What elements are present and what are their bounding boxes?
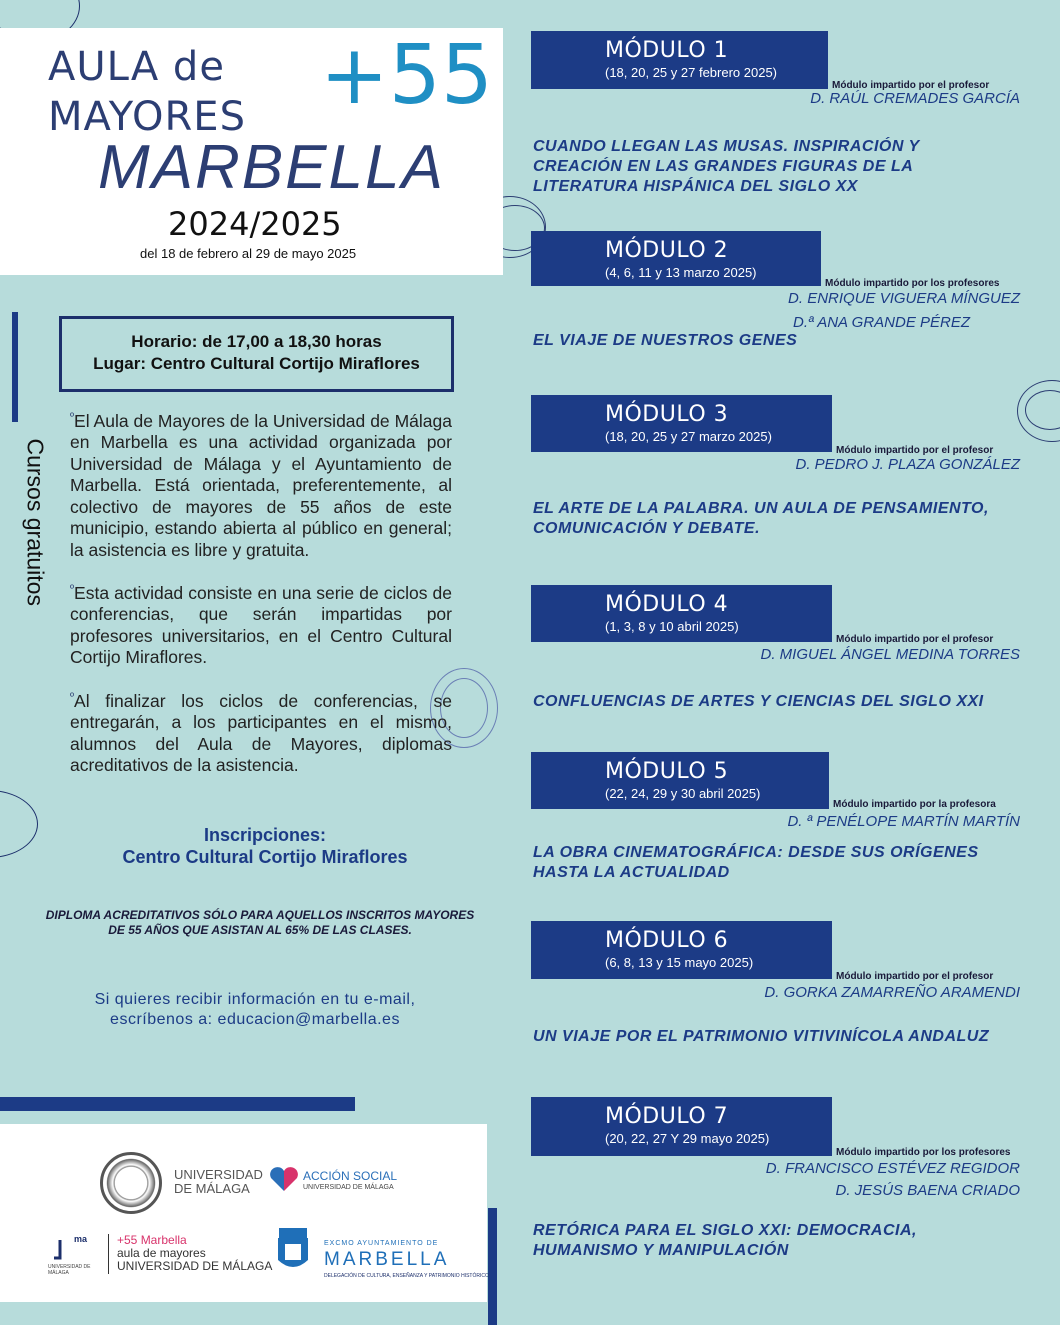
inscriptions-place: Centro Cultural Cortijo Miraflores bbox=[122, 847, 408, 867]
title-marbella: MARBELLA bbox=[98, 133, 445, 202]
module-topic: EL VIAJE DE NUESTROS GENES bbox=[533, 332, 798, 349]
module-title: MÓDULO 3 bbox=[605, 402, 729, 427]
schedule-place: Lugar: Centro Cultural Cortijo Miraflores bbox=[93, 354, 420, 373]
module-imparted-label: Módulo impartido por los profesores bbox=[825, 278, 1000, 289]
module-title: MÓDULO 7 bbox=[605, 1104, 729, 1129]
module-professor: D. ENRIQUE VIGUERA MÍNGUEZ bbox=[788, 290, 1020, 307]
bottom-accent-bar bbox=[0, 1097, 355, 1111]
module-header-1 bbox=[531, 31, 828, 89]
module-imparted-label: Módulo impartido por la profesora bbox=[833, 799, 996, 810]
module-imparted-label: Módulo impartido por el profesor bbox=[836, 971, 994, 982]
module-topic: EL ARTE DE LA PALABRA. UN AULA DE PENSAMIENTO, COMUNICACIÓN Y DEBATE. bbox=[533, 500, 989, 537]
title-aula: AULA de bbox=[48, 44, 225, 90]
accion-social-logo-text: ACCIÓN SOCIAL UNIVERSIDAD DE MÁLAGA bbox=[303, 1169, 398, 1191]
decor-circle bbox=[0, 790, 38, 858]
course-dates: del 18 de febrero al 29 de mayo 2025 bbox=[140, 246, 357, 261]
module-dates: (20, 22, 27 Y 29 mayo 2025) bbox=[605, 1131, 770, 1146]
uma-seal-icon bbox=[100, 1152, 162, 1214]
module-topic: RETÓRICA PARA EL SIGLO XXI: DEMOCRACIA, HUMANISMO Y MANIPULACIÓN bbox=[533, 1222, 917, 1259]
module-dates: (6, 8, 13 y 15 mayo 2025) bbox=[605, 955, 754, 970]
intro-paragraph-1: $^º$El Aula de Mayores de la Universidad de Málaga en Marbella es una actividad organizada por Universidad de Málaga y el Ayuntamiento de Marbella. Está orientada, preferentemente, al colectivo de mayores de 55 años de este municipio, estando abierta al público en general; la asistencia es libre y gratuita. bbox=[70, 410, 452, 560]
schedule-box bbox=[59, 316, 454, 392]
module-imparted-label: Módulo impartido por el profesor bbox=[832, 80, 990, 91]
module-topic: LA OBRA CINEMATOGRÁFICA: DESDE SUS ORÍGENES HASTA LA ACTUALIDAD bbox=[533, 844, 979, 881]
module-topic: CUANDO LLEGAN LAS MUSAS. INSPIRACIÓN Y CREACIÓN EN LAS GRANDES FIGURAS DE LA LITERATURA HISPÁNICA DEL SIGLO XX bbox=[533, 138, 920, 195]
module-header-4 bbox=[531, 585, 832, 642]
title-mayores: MAYORES bbox=[48, 94, 246, 140]
email-info bbox=[20, 990, 490, 1030]
module-imparted-label: Módulo impartido por los profesores bbox=[836, 1147, 1011, 1158]
module-dates: (22, 24, 29 y 30 abril 2025) bbox=[605, 786, 761, 801]
module-header-5 bbox=[531, 752, 829, 809]
module-dates: (18, 20, 25 y 27 febrero 2025) bbox=[605, 65, 778, 80]
module-title: MÓDULO 5 bbox=[605, 759, 729, 784]
module-professor: D. ª PENÉLOPE MARTÍN MARTÍN bbox=[787, 813, 1020, 830]
ayuntamiento-logo-text: EXCMO AYUNTAMIENTO DE MARBELLA DELEGACIÓN DE CULTURA, ENSEÑANZA Y PATRIMONIO HISTÓRICO bbox=[324, 1240, 489, 1279]
inscriptions-label: Inscripciones: bbox=[203, 825, 327, 845]
uma-small-text: UNIVERSIDAD DE MÁLAGA bbox=[48, 1264, 91, 1276]
academic-year: 2024/2025 bbox=[168, 205, 342, 243]
intro-paragraph-2: $^º$Esta actividad consiste en una serie de ciclos de conferencias, que serán impartidas por profesores universitarios, en el Centro Cultural Cortijo Miraflores. bbox=[70, 582, 452, 668]
aula-mayores-logo-text: +55 Marbella aula de mayores UNIVERSIDAD DE MÁLAGA bbox=[117, 1233, 273, 1273]
uma-ma-mark: ma bbox=[74, 1234, 88, 1244]
title-plus55: +55 bbox=[320, 28, 494, 123]
module-professor: D. MIGUEL ÁNGEL MEDINA TORRES bbox=[760, 646, 1020, 663]
module-header-6 bbox=[531, 921, 832, 979]
logo-divider bbox=[108, 1234, 109, 1274]
module-professor: D. RAÚL CREMADES GARCÍA bbox=[810, 90, 1020, 107]
module-professor: D. GORKA ZAMARREÑO ARAMENDI bbox=[764, 984, 1020, 1001]
module-professor: D.ª ANA GRANDE PÉREZ bbox=[793, 314, 970, 331]
side-accent-bar bbox=[12, 312, 18, 422]
module-header-2 bbox=[531, 231, 821, 286]
module-topic: UN VIAJE POR EL PATRIMONIO VITIVINÍCOLA ANDALUZ bbox=[533, 1028, 990, 1045]
logos-side-bar bbox=[488, 1208, 497, 1325]
diploma-note: DIPLOMA ACREDITATIVOS SÓLO PARA AQUELLOS INSCRITOS MAYORES DE 55 AÑOS QUE ASISTAN AL 65% DE LAS CLASES. bbox=[45, 908, 475, 937]
module-title: MÓDULO 4 bbox=[605, 592, 729, 617]
inscriptions-block bbox=[100, 824, 430, 868]
module-title: MÓDULO 2 bbox=[605, 238, 729, 263]
module-title: MÓDULO 1 bbox=[605, 38, 729, 63]
module-dates: (4, 6, 11 y 13 marzo 2025) bbox=[605, 265, 757, 280]
marbella-shield-icon bbox=[275, 1226, 311, 1276]
module-header-7 bbox=[531, 1097, 832, 1156]
accion-social-heart-icon bbox=[268, 1166, 300, 1192]
side-label-cursos-gratuitos: Cursos gratuitos bbox=[22, 438, 49, 606]
module-header-3 bbox=[531, 395, 832, 452]
module-professor: D. PEDRO J. PLAZA GONZÁLEZ bbox=[795, 456, 1020, 473]
module-dates: (18, 20, 25 y 27 marzo 2025) bbox=[605, 429, 772, 444]
module-professor: D. FRANCISCO ESTÉVEZ REGIDOR bbox=[765, 1160, 1020, 1177]
module-imparted-label: Módulo impartido por el profesor bbox=[836, 634, 994, 645]
email-line-1: Si quieres recibir información en tu e-mail, bbox=[94, 991, 416, 1008]
module-imparted-label: Módulo impartido por el profesor bbox=[836, 445, 994, 456]
module-dates: (1, 3, 8 y 10 abril 2025) bbox=[605, 619, 739, 634]
module-topic: CONFLUENCIAS DE ARTES Y CIENCIAS DEL SIGLO XXI bbox=[533, 693, 984, 710]
uma-logo-text: UNIVERSIDAD DE MÁLAGA bbox=[174, 1167, 263, 1196]
schedule-time: Horario: de 17,00 a 18,30 horas bbox=[131, 332, 382, 351]
email-line-2[interactable]: escríbenos a: educacion@marbella.es bbox=[110, 1011, 400, 1028]
intro-paragraph-3: $^º$Al finalizar los ciclos de conferencias, se entregarán, a los participantes en el mismo, alumnos del Aula de Mayores, diplomas acreditativos de la asistencia. bbox=[70, 690, 452, 776]
module-professor: D. JESÚS BAENA CRIADO bbox=[835, 1182, 1020, 1199]
module-title: MÓDULO 6 bbox=[605, 928, 729, 953]
